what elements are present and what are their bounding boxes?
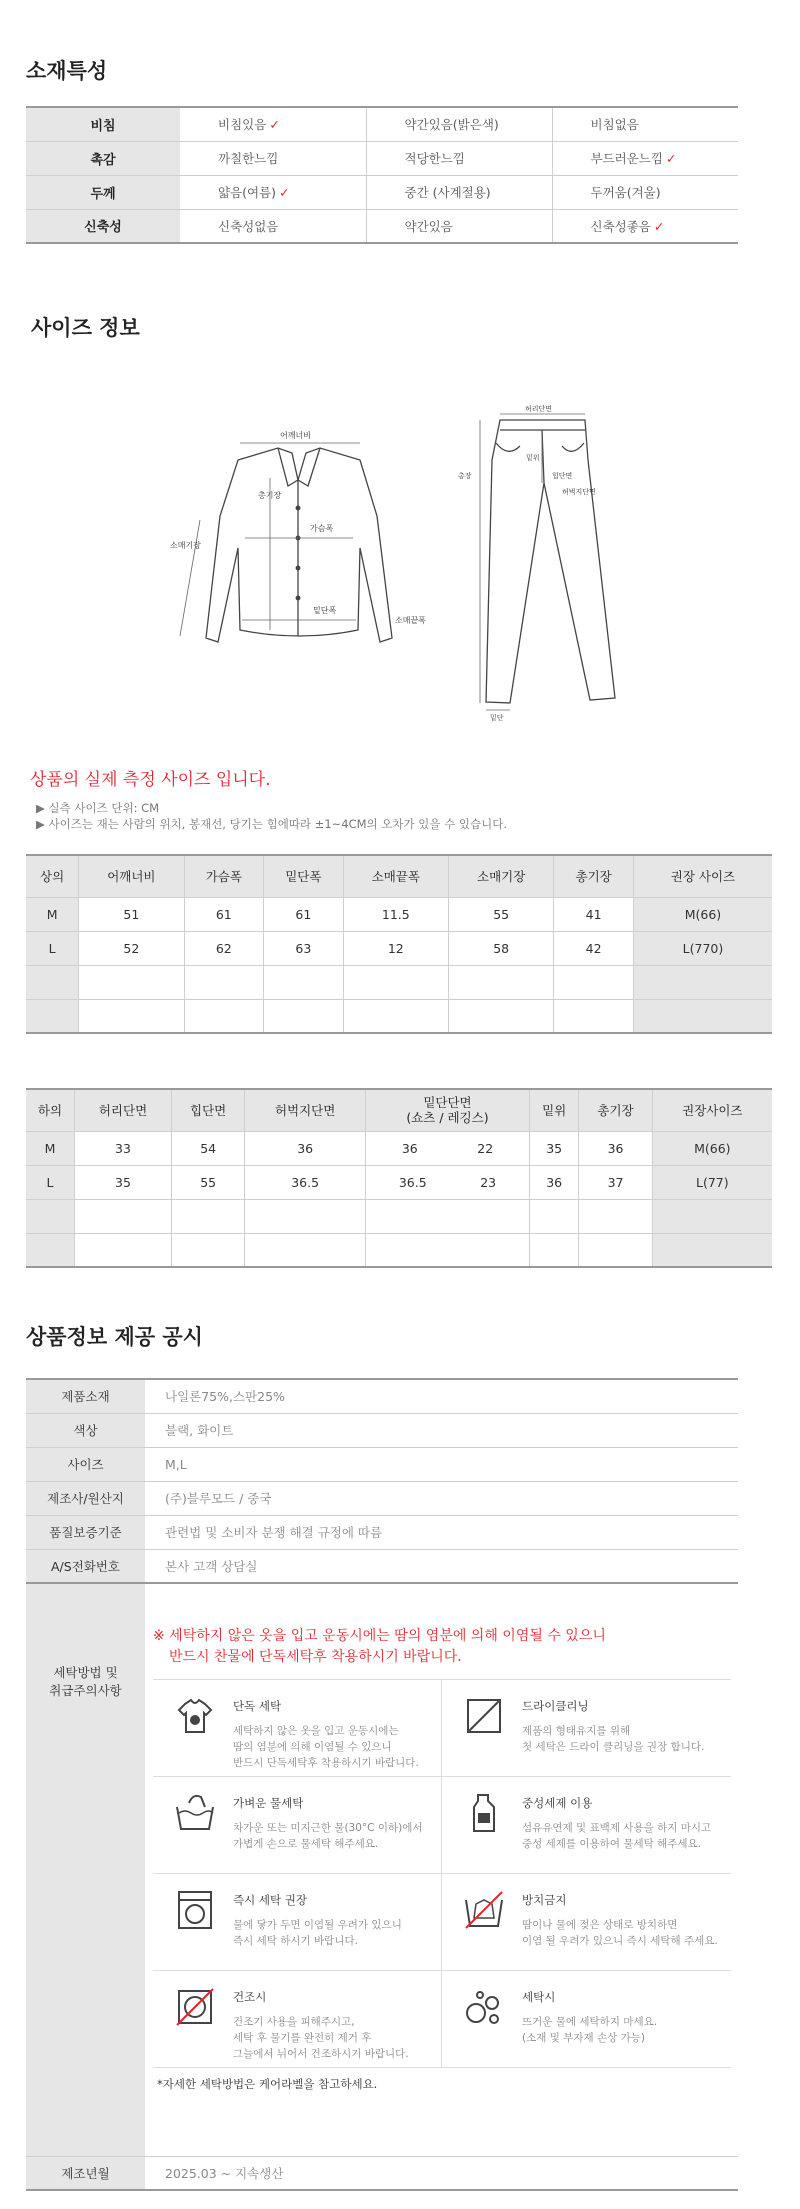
size-cell bbox=[172, 1199, 245, 1233]
care-item-desc: 차가운 또는 미지근한 물(30°C 이하)에서 가볍게 손으로 물세탁 해주세요. bbox=[233, 1822, 423, 1850]
size-cell bbox=[652, 1199, 772, 1233]
size-row bbox=[26, 1165, 772, 1199]
material-option-text: 부드러운느낌 bbox=[590, 151, 663, 166]
size-col-header: 밑단단면 (쇼츠 / 레깅스) bbox=[366, 1089, 530, 1131]
material-option bbox=[180, 209, 366, 243]
material-row bbox=[26, 141, 738, 175]
info-row bbox=[26, 1549, 738, 1583]
size-col-header: 상의 bbox=[26, 855, 79, 897]
size-cell: 55 bbox=[172, 1165, 245, 1199]
size-cell bbox=[652, 1233, 772, 1267]
check-icon: ✓ bbox=[653, 218, 665, 234]
pants-label-waist: 허리단면 bbox=[525, 405, 553, 413]
material-option-text: 중간 (사계절용) bbox=[404, 185, 491, 200]
care-item-desc: 섬유유연제 및 표백제 사용을 하지 마시고 중성 세제를 이용하여 물세탁 해주세요. bbox=[522, 1822, 712, 1850]
size-col-header: 권장 사이즈 bbox=[633, 855, 772, 897]
material-option-text: 두꺼움(겨울) bbox=[590, 185, 661, 200]
size-cell bbox=[448, 965, 553, 999]
care-item bbox=[153, 1971, 442, 2067]
size-col-header: 총기장 bbox=[579, 1089, 652, 1131]
size-cell bbox=[264, 965, 344, 999]
material-option-text: 비침없음 bbox=[590, 117, 639, 133]
jacket-label-shoulder: 어깨너비 bbox=[280, 431, 311, 440]
size-value: 23 bbox=[480, 1174, 497, 1190]
size-cell: 11.5 bbox=[343, 897, 448, 931]
material-row bbox=[26, 175, 738, 209]
material-table bbox=[26, 106, 738, 244]
info-value: 나일론75%,스판25% bbox=[145, 1379, 738, 1413]
material-label: 두께 bbox=[26, 175, 180, 209]
size-cell bbox=[366, 1131, 530, 1165]
size-cell: 55 bbox=[448, 897, 553, 931]
care-item-desc: 세탁하지 않은 옷을 입고 운동시에는 땀의 염분에 의해 이염될 수 있으니 반드시 단독세탁후 착용하시기 바랍니다. bbox=[233, 1725, 419, 1769]
info-label: 품질보증기준 bbox=[26, 1515, 145, 1549]
size-cell: 35 bbox=[75, 1165, 172, 1199]
size-cell: M bbox=[26, 897, 79, 931]
notice-title: 상품의 실제 측정 사이즈 입니다. bbox=[30, 770, 271, 790]
pants-label-thigh: 허벅지단면 bbox=[562, 488, 596, 496]
size-cell: 61 bbox=[184, 897, 264, 931]
jacket-label-sleeve: 소매기장 bbox=[170, 541, 201, 550]
info-row bbox=[26, 1447, 738, 1481]
top-size-table bbox=[26, 854, 772, 1034]
info-label: 제조사/원산지 bbox=[26, 1481, 145, 1515]
size-cell bbox=[343, 965, 448, 999]
size-cell bbox=[245, 1233, 366, 1267]
size-cell bbox=[633, 999, 772, 1033]
care-text bbox=[522, 1692, 704, 1776]
size-col-header: 하의 bbox=[26, 1089, 75, 1131]
size-cell: 35 bbox=[529, 1131, 578, 1165]
size-col-header: 허리단면 bbox=[75, 1089, 172, 1131]
mfg-date-value: 2025.03 ~ 지속생산 bbox=[145, 2156, 738, 2190]
size-cell: 36 bbox=[579, 1131, 652, 1165]
material-option-text: 신축성없음 bbox=[218, 218, 279, 234]
care-label: 세탁방법 및 취급주의사항 bbox=[26, 1583, 145, 2156]
size-cell bbox=[79, 965, 184, 999]
size-cell bbox=[75, 1233, 172, 1267]
size-value: 36.5 bbox=[398, 1174, 427, 1190]
notice-line-tolerance: ▶ 사이즈는 재는 사람의 위치, 봉재선, 당기는 힘에따라 ±1~4CM의 오차가 있을 수 있습니다. bbox=[36, 817, 508, 831]
care-warning-line-1: ※ 세탁하지 않은 옷을 입고 운동시에는 땀의 염분에 의해 이염될 수 있으니 bbox=[153, 1628, 606, 1644]
info-label: A/S전화번호 bbox=[26, 1549, 145, 1583]
size-col-header: 허벅지단면 bbox=[245, 1089, 366, 1131]
size-cell: 41 bbox=[554, 897, 634, 931]
care-section bbox=[145, 1583, 738, 2156]
size-cell bbox=[633, 965, 772, 999]
size-row-empty bbox=[26, 1233, 772, 1267]
pants-label-hip: 힙단면 bbox=[552, 472, 573, 480]
size-diagram bbox=[170, 398, 640, 723]
care-text bbox=[522, 1983, 657, 2067]
size-col-header: 총기장 bbox=[554, 855, 634, 897]
size-cell: 37 bbox=[579, 1165, 652, 1199]
jacket-label-cuff: 소매끝폭 bbox=[395, 616, 426, 625]
size-cell bbox=[75, 1199, 172, 1233]
size-col-header: 가슴폭 bbox=[184, 855, 264, 897]
size-cell bbox=[448, 999, 553, 1033]
size-row bbox=[26, 897, 772, 931]
bubbles-icon bbox=[460, 1983, 508, 2031]
size-col-header: 밑위 bbox=[529, 1089, 578, 1131]
size-col-header: 소매기장 bbox=[448, 855, 553, 897]
size-cell: 54 bbox=[172, 1131, 245, 1165]
size-cell bbox=[366, 1199, 530, 1233]
material-option-text: 신축성좋음 bbox=[590, 218, 651, 234]
material-option bbox=[552, 141, 738, 175]
pants-label-hem: 밑단 bbox=[490, 714, 504, 722]
care-item bbox=[153, 1680, 442, 1776]
material-option bbox=[366, 141, 552, 175]
care-text bbox=[233, 1983, 409, 2067]
size-col-header: 권장사이즈 bbox=[652, 1089, 772, 1131]
check-icon: ✓ bbox=[279, 185, 290, 200]
size-row bbox=[26, 931, 772, 965]
care-item-title: 건조시 bbox=[233, 1990, 267, 2004]
care-text bbox=[233, 1886, 402, 1970]
material-row bbox=[26, 209, 738, 243]
size-cell bbox=[366, 1233, 530, 1267]
size-cell bbox=[529, 1233, 578, 1267]
care-warning-line-2: 반드시 찬물에 단독세탁후 착용하시기 바랍니다. bbox=[169, 1649, 462, 1665]
care-item-title: 즉시 세탁 권장 bbox=[233, 1893, 307, 1907]
size-cell: 12 bbox=[343, 931, 448, 965]
size-cell: L(770) bbox=[633, 931, 772, 965]
size-cell: L bbox=[26, 1165, 75, 1199]
material-option bbox=[180, 141, 366, 175]
material-option bbox=[180, 175, 366, 209]
size-cell: 58 bbox=[448, 931, 553, 965]
info-row bbox=[26, 1515, 738, 1549]
size-col-header: 어깨너비 bbox=[79, 855, 184, 897]
product-info-table bbox=[26, 1378, 738, 2191]
info-label: 색상 bbox=[26, 1413, 145, 1447]
size-cell bbox=[579, 1199, 652, 1233]
info-label: 제품소재 bbox=[26, 1379, 145, 1413]
size-cell bbox=[343, 999, 448, 1033]
care-text bbox=[522, 1886, 718, 1970]
material-title: 소재특성 bbox=[26, 59, 108, 83]
care-item-title: 드라이클리닝 bbox=[522, 1699, 589, 1713]
size-col-header: 밑단폭 bbox=[264, 855, 344, 897]
material-row bbox=[26, 107, 738, 141]
pants-drawing bbox=[486, 420, 615, 703]
material-option bbox=[366, 107, 552, 141]
size-info-title: 사이즈 정보 bbox=[31, 316, 140, 340]
size-cell bbox=[245, 1199, 366, 1233]
size-col-header: 소매끝폭 bbox=[343, 855, 448, 897]
info-row bbox=[26, 1481, 738, 1515]
size-cell: M(66) bbox=[652, 1131, 772, 1165]
material-option-text: 얇음(여름) bbox=[218, 185, 277, 200]
care-warning bbox=[153, 1626, 606, 1668]
care-item-title: 방치금지 bbox=[522, 1893, 567, 1907]
jacket-label-length: 총기장 bbox=[258, 491, 282, 500]
care-item-desc: 땀이나 물에 젖은 상태로 방치하면 이염 될 우려가 있으니 즉시 세탁해 주세요. bbox=[522, 1919, 718, 1947]
size-cell: 52 bbox=[79, 931, 184, 965]
size-row-empty bbox=[26, 999, 772, 1033]
jacket-drawing bbox=[206, 448, 392, 642]
material-option bbox=[552, 175, 738, 209]
size-cell: 51 bbox=[79, 897, 184, 931]
info-row bbox=[26, 1379, 738, 1413]
size-row-empty bbox=[26, 965, 772, 999]
dry-clean-icon bbox=[460, 1692, 508, 1740]
pants-label-rise: 밑위 bbox=[526, 454, 540, 462]
size-cell bbox=[554, 999, 634, 1033]
material-option-text: 적당한느낌 bbox=[404, 151, 465, 166]
care-item-title: 가벼운 물세탁 bbox=[233, 1796, 304, 1810]
check-icon: ✓ bbox=[665, 151, 677, 166]
info-row bbox=[26, 1413, 738, 1447]
material-label: 신축성 bbox=[26, 209, 180, 243]
care-item-desc: 제품의 형태유지를 위해 첫 세탁은 드라이 클리닝을 권장 합니다. bbox=[522, 1725, 705, 1753]
size-cell: L bbox=[26, 931, 79, 965]
size-cell bbox=[79, 999, 184, 1033]
size-cell bbox=[26, 965, 79, 999]
material-option-text: 약간있음 bbox=[404, 218, 453, 234]
care-row bbox=[153, 1874, 731, 1971]
size-cell bbox=[26, 1233, 75, 1267]
info-value: 본사 고객 상담실 bbox=[145, 1549, 738, 1583]
size-value: 22 bbox=[477, 1140, 494, 1156]
info-value: 관련법 및 소비자 분쟁 해결 규정에 따름 bbox=[145, 1515, 738, 1549]
size-cell: 36 bbox=[245, 1131, 366, 1165]
care-item-desc: 건조기 사용을 피해주시고, 세탁 후 물기를 완전히 제거 후 그늘에서 뉘어서 건조하시기 바랍니다. bbox=[233, 2016, 409, 2060]
size-cell: 42 bbox=[554, 931, 634, 965]
size-cell: 36.5 bbox=[245, 1165, 366, 1199]
material-option bbox=[366, 209, 552, 243]
care-row bbox=[153, 1777, 731, 1874]
material-option-text: 약간있음(밝은색) bbox=[404, 117, 499, 133]
size-row-empty bbox=[26, 1199, 772, 1233]
shirt-wash-icon bbox=[171, 1692, 219, 1740]
care-item-title: 세탁시 bbox=[522, 1990, 556, 2004]
material-label: 비침 bbox=[26, 107, 180, 141]
care-text bbox=[522, 1789, 711, 1873]
size-cell bbox=[579, 1233, 652, 1267]
care-item-title: 중성세제 이용 bbox=[522, 1796, 593, 1810]
material-option bbox=[552, 209, 738, 243]
product-info-title: 상품정보 제공 공시 bbox=[26, 1325, 203, 1349]
care-grid bbox=[153, 1679, 731, 2068]
info-value: 블랙, 화이트 bbox=[145, 1413, 738, 1447]
care-item-desc: 뜨거운 물에 세탁하지 마세요. (소재 및 부자재 손상 가능) bbox=[522, 2016, 658, 2044]
size-cell bbox=[366, 1165, 530, 1199]
size-cell bbox=[172, 1233, 245, 1267]
info-value: M,L bbox=[145, 1447, 738, 1481]
size-cell: M bbox=[26, 1131, 75, 1165]
size-cell bbox=[264, 999, 344, 1033]
info-label: 사이즈 bbox=[26, 1447, 145, 1481]
info-value: (주)블루모드 / 중국 bbox=[145, 1481, 738, 1515]
size-cell-pair bbox=[366, 1175, 529, 1190]
care-footnote: *자세한 세탁방법은 케어라벨을 참고하세요. bbox=[157, 2077, 378, 2091]
size-cell bbox=[184, 965, 264, 999]
material-option bbox=[366, 175, 552, 209]
bottom-size-table bbox=[26, 1088, 772, 1268]
no-tumble-dry-icon bbox=[171, 1983, 219, 2031]
care-item bbox=[442, 1680, 731, 1776]
check-icon: ✓ bbox=[269, 117, 280, 133]
care-item bbox=[442, 1777, 731, 1873]
care-item-title: 단독 세탁 bbox=[233, 1699, 282, 1713]
jacket-label-chest: 가슴폭 bbox=[310, 524, 334, 533]
size-row bbox=[26, 1131, 772, 1165]
size-cell: L(77) bbox=[652, 1165, 772, 1199]
size-cell bbox=[26, 1199, 75, 1233]
no-soak-icon bbox=[460, 1886, 508, 1934]
material-option-text: 비침있음 bbox=[218, 117, 267, 133]
care-row bbox=[153, 1971, 731, 2068]
jacket-label-hem: 밑단폭 bbox=[313, 606, 337, 615]
material-option-text: 까칠한느낌 bbox=[218, 151, 279, 166]
size-cell bbox=[554, 965, 634, 999]
mfg-date-label: 제조년월 bbox=[26, 2156, 145, 2190]
material-option bbox=[180, 107, 366, 141]
material-option bbox=[552, 107, 738, 141]
size-cell bbox=[184, 999, 264, 1033]
notice-line-unit: ▶ 실측 사이즈 단위: CM bbox=[36, 801, 160, 815]
size-cell: 33 bbox=[75, 1131, 172, 1165]
size-cell: M(66) bbox=[633, 897, 772, 931]
hand-wash-icon bbox=[171, 1789, 219, 1837]
care-row bbox=[153, 1680, 731, 1777]
care-item bbox=[153, 1777, 442, 1873]
care-item bbox=[442, 1874, 731, 1970]
size-value: 36 bbox=[401, 1140, 418, 1156]
size-cell bbox=[26, 999, 79, 1033]
size-cell: 36 bbox=[529, 1165, 578, 1199]
care-item bbox=[153, 1874, 442, 1970]
care-text bbox=[233, 1692, 419, 1776]
size-cell: 63 bbox=[264, 931, 344, 965]
care-text bbox=[233, 1789, 423, 1873]
pants-label-total: 총장 bbox=[458, 472, 472, 480]
washing-machine-icon bbox=[171, 1886, 219, 1934]
size-col-header: 힙단면 bbox=[172, 1089, 245, 1131]
material-label: 촉감 bbox=[26, 141, 180, 175]
care-item bbox=[442, 1971, 731, 2067]
size-cell: 62 bbox=[184, 931, 264, 965]
size-cell bbox=[529, 1199, 578, 1233]
size-cell: 61 bbox=[264, 897, 344, 931]
detergent-icon bbox=[460, 1789, 508, 1837]
care-item-desc: 물에 닿가 두면 이염될 우려가 있으니 즉시 세탁 하시기 바랍니다. bbox=[233, 1919, 402, 1947]
size-cell-pair bbox=[366, 1141, 529, 1156]
